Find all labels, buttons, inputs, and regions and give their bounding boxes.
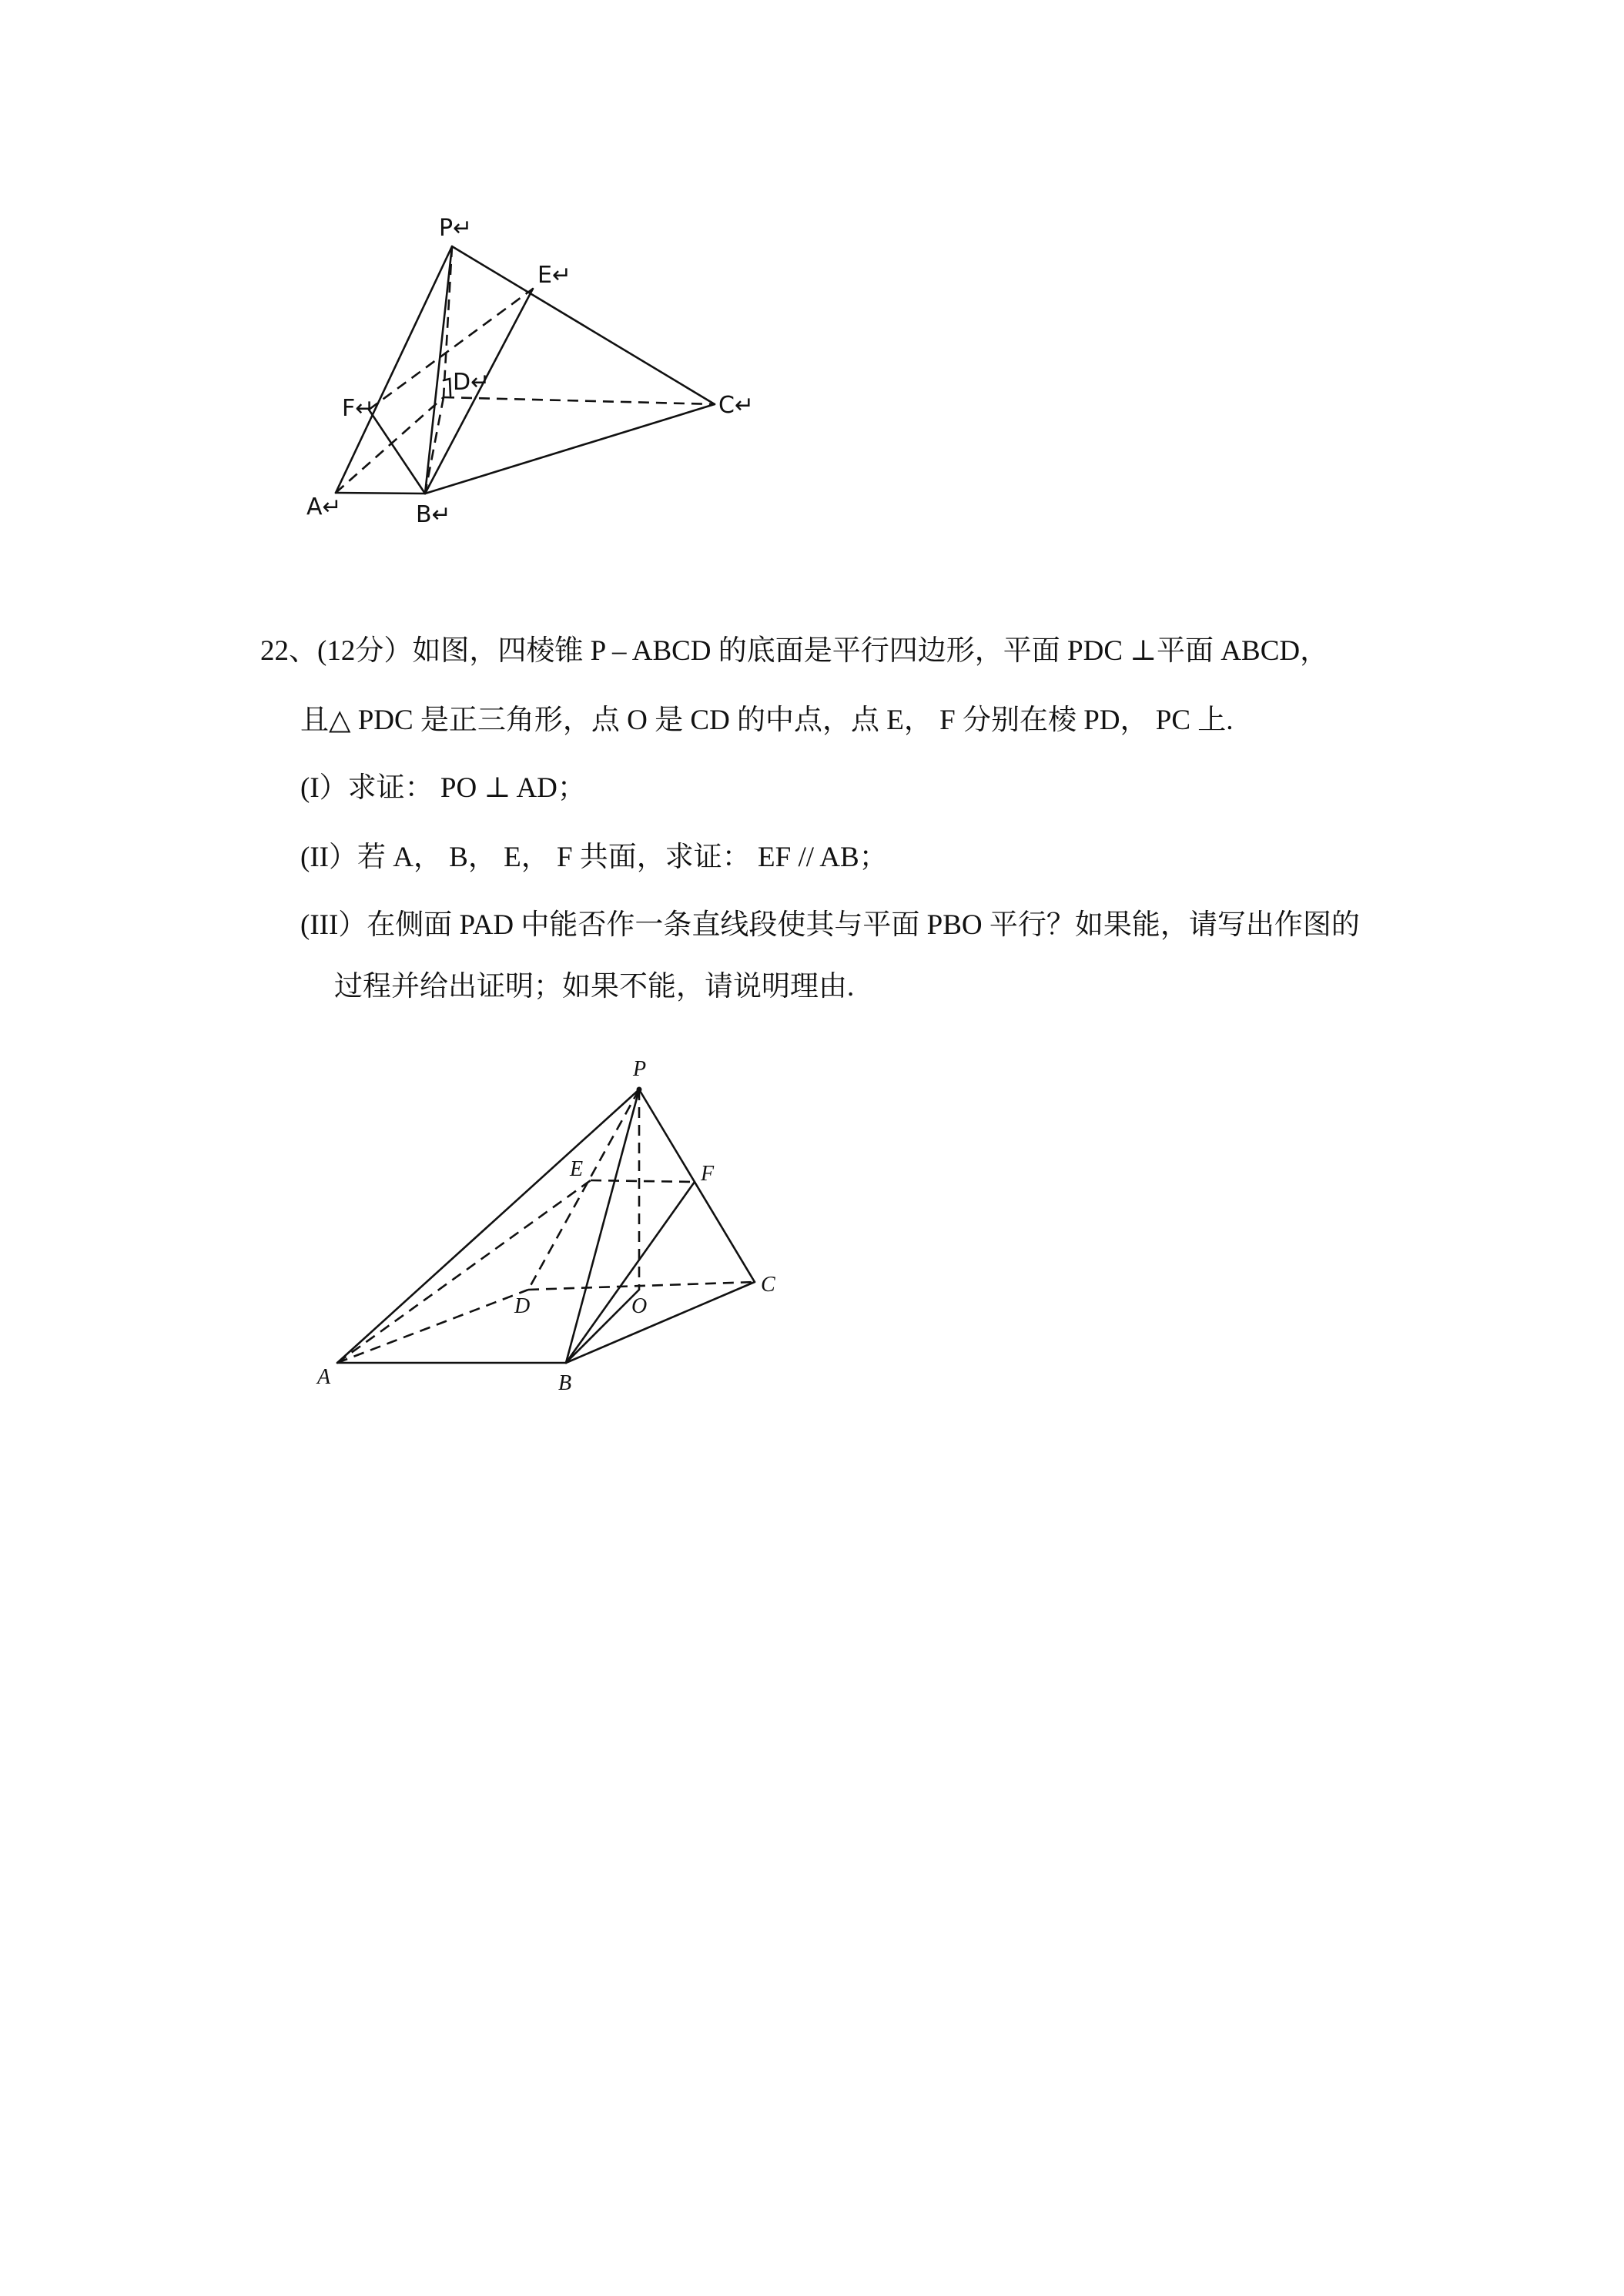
label-C: C	[761, 1273, 775, 1297]
question-line-2: 且△ PDC 是正三角形，点 O 是 CD 的中点，点 E， F 分别在棱 PD， PC 上.	[300, 705, 1234, 736]
edge-BO	[566, 1290, 639, 1363]
edge-PB	[566, 1089, 639, 1363]
edge-AE-dashed	[337, 1180, 591, 1363]
edge-EF-dashed	[591, 1180, 695, 1182]
label-P: P↵	[439, 215, 473, 242]
label-O: O	[631, 1294, 648, 1318]
label-B: B	[558, 1371, 572, 1395]
part-3-line-2: 过程并给出证明；如果不能，请说明理由.	[334, 971, 855, 1002]
part-2: (II）若 A， B， E， F 共面，求证： EF // AB；	[300, 842, 888, 873]
edge-PB	[425, 246, 452, 494]
edge-DC-dashed	[528, 1282, 755, 1290]
label-D: D	[514, 1294, 531, 1318]
edge-PD-dashed	[528, 1089, 639, 1290]
part-1: (I）求证： PO ⊥ AD；	[300, 772, 586, 804]
label-P: P	[633, 1057, 647, 1081]
label-E: E↵	[537, 262, 572, 289]
edge-AD-dashed	[337, 1290, 531, 1363]
point-P	[637, 1087, 642, 1093]
edge-PC	[639, 1089, 755, 1282]
label-D: D↵	[453, 369, 491, 396]
edge-PA	[336, 246, 452, 493]
label-A: A↵	[306, 494, 342, 520]
edge-PA	[337, 1089, 639, 1363]
label-F: F	[701, 1162, 715, 1186]
edge-DC-dashed	[444, 397, 715, 404]
figure-1-pyramid	[293, 208, 770, 547]
label-F: F↵	[342, 395, 375, 422]
label-B: B↵	[416, 501, 451, 528]
part-3-line-1: (III）在侧面 PAD 中能否作一条直线段使其与平面 PBO 平行？如果能，请写出作图的	[300, 909, 1360, 941]
figure-2-pyramid	[308, 1051, 816, 1405]
edge-AB	[336, 493, 425, 494]
label-E: E	[570, 1157, 584, 1181]
label-A: A	[317, 1365, 331, 1389]
edge-PD-dashed	[444, 246, 452, 397]
question-line-1: 22、(12分）如图，四棱锥 P – ABCD 的底面是平行四边形，平面 PDC ⊥平面 ABCD，	[260, 635, 1329, 667]
edge-PC	[452, 246, 715, 404]
edge-BC	[425, 404, 715, 494]
label-C: C↵	[718, 392, 755, 419]
